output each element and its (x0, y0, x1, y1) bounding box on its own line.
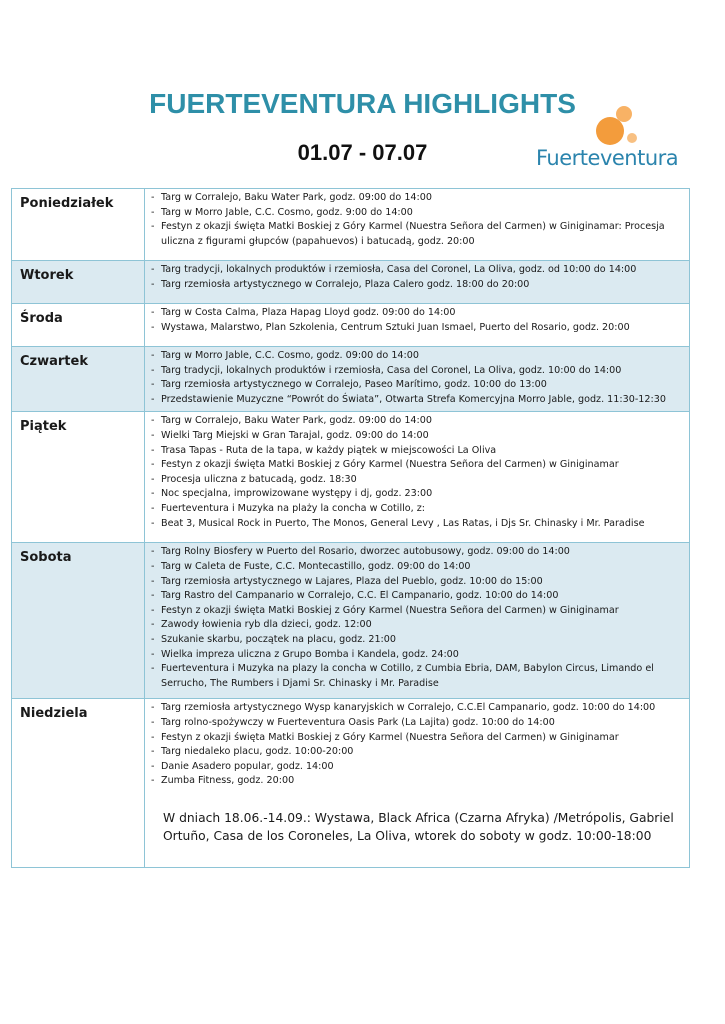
day-label: Wtorek (12, 261, 145, 304)
event-item: - Targ w Caleta de Fuste, C.C. Montecastillo, godz. 09:00 do 14:00 (151, 560, 683, 575)
event-item: - Targ Rastro del Campanario w Corralejo, C.C. El Campanario, godz. 10:00 do 14:00 (151, 589, 683, 604)
event-item: - Wielka impreza uliczna z Grupo Bomba i Kandela, godz. 24:00 (151, 648, 683, 663)
event-item: - Targ tradycji, lokalnych produktów i rzemiosła, Casa del Coronel, La Oliva, godz. od 10:00 do 14:00 (151, 263, 683, 278)
event-item: - Targ w Morro Jable, C.C. Cosmo, godz. 9:00 do 14:00 (151, 206, 683, 221)
table-row (12, 347, 690, 412)
event-item: - Zumba Fitness, godz. 20:00 (151, 774, 683, 789)
day-label: Niedziela (12, 699, 145, 868)
event-item: - Targ tradycji, lokalnych produktów i rzemiosła, Casa del Coronel, La Oliva, godz. 10:00 do 14:00 (151, 364, 683, 379)
event-item: - Targ niedaleko placu, godz. 10:00-20:00 (151, 745, 683, 760)
event-item: - Fuerteventura i Muzyka na plaży la concha w Cotillo, z: (151, 502, 683, 517)
schedule-table (11, 188, 690, 868)
event-item: - Przedstawienie Muzyczne “Powrót do Świata”, Otwarta Strefa Komercyjna Morro Jable, godz. 11:30-12:30 (151, 393, 683, 408)
fuerteventura-logo (536, 104, 688, 174)
event-item: - Szukanie skarbu, początek na placu, godz. 21:00 (151, 633, 683, 648)
event-item: - Wielki Targ Miejski w Gran Tarajal, godz. 09:00 do 14:00 (151, 429, 683, 444)
events-cell (145, 347, 690, 412)
table-row (12, 304, 690, 347)
table-row (12, 543, 690, 699)
event-item: - Targ rzemiosła artystycznego w Corralejo, Plaza Calero godz. 18:00 do 20:00 (151, 278, 683, 293)
event-item: - Festyn z okazji święta Matki Boskiej z Góry Karmel (Nuestra Señora del Carmen) w Giniginamar (151, 458, 683, 473)
event-item: - Targ Rolny Biosfery w Puerto del Rosario, dworzec autobusowy, godz. 09:00 do 14:00 (151, 545, 683, 560)
table-row (12, 261, 690, 304)
event-item: - Festyn z okazji święta Matki Boskiej z Góry Karmel (Nuestra Señora del Carmen) w Giniginamar (151, 731, 683, 746)
event-item: - Danie Asadero popular, godz. 14:00 (151, 760, 683, 775)
event-item: - Trasa Tapas - Ruta de la tapa, w każdy piątek w miejscowości La Oliva (151, 444, 683, 459)
event-item: - Festyn z okazji święta Matki Boskiej z Góry Karmel (Nuestra Señora del Carmen) w Giniginamar: Procesja uliczna z figurami głupców (papahuevos) i batucadą, godz. 20:00 (151, 220, 683, 249)
page-title: FUERTEVENTURA HIGHLIGHTS (149, 88, 576, 119)
events-cell (145, 304, 690, 347)
event-item: - Targ w Costa Calma, Plaza Hapag Lloyd godz. 09:00 do 14:00 (151, 306, 683, 321)
table-row (12, 699, 690, 868)
day-label: Piątek (12, 412, 145, 543)
events-cell (145, 699, 690, 868)
event-item: - Targ w Corralejo, Baku Water Park, godz. 09:00 do 14:00 (151, 414, 683, 429)
day-label: Poniedziałek (12, 189, 145, 261)
day-label: Sobota (12, 543, 145, 699)
event-item: - Beat 3, Musical Rock in Puerto, The Monos, General Levy , Las Ratas, i Djs Sr. Chinasky i Mr. Paradise (151, 517, 683, 532)
day-label: Środa (12, 304, 145, 347)
logo-text: Fuerteventura (536, 146, 679, 170)
event-item: - Targ w Corralejo, Baku Water Park, godz. 09:00 do 14:00 (151, 191, 683, 206)
events-cell (145, 412, 690, 543)
event-item: - Festyn z okazji święta Matki Boskiej z Góry Karmel (Nuestra Señora del Carmen) w Giniginamar (151, 604, 683, 619)
event-item: - Noc specjalna, improwizowane występy i dj, godz. 23:00 (151, 487, 683, 502)
event-item: - Targ rzemiosła artystycznego w Lajares, Plaza del Pueblo, godz. 10:00 do 15:00 (151, 575, 683, 590)
table-row (12, 189, 690, 261)
event-item: - Targ rolno-spożywczy w Fuerteventura Oasis Park (La Lajita) godz. 10:00 do 14:00 (151, 716, 683, 731)
day-label: Czwartek (12, 347, 145, 412)
table-row (12, 412, 690, 543)
event-item: - Wystawa, Malarstwo, Plan Szkolenia, Centrum Sztuki Juan Ismael, Puerto del Rosario, godz. 20:00 (151, 321, 683, 336)
event-item: - Targ w Morro Jable, C.C. Cosmo, godz. 09:00 do 14:00 (151, 349, 683, 364)
sun-logo-icon (536, 104, 688, 150)
event-item: - Fuerteventura i Muzyka na plazy la concha w Cotillo, z Cumbia Ebria, DAM, Babylon Circus, Limando el Serrucho, The Rumbers i Djami Sr. Chinasky i Mr. Paradise (151, 662, 683, 691)
events-cell (145, 189, 690, 261)
event-item: - Targ rzemiosła artystycznego Wysp kanaryjskich w Corralejo, C.C.El Campanario, godz. 10:00 do 14:00 (151, 701, 683, 716)
event-item: - Zawody łowienia ryb dla dzieci, godz. 12:00 (151, 618, 683, 633)
events-cell (145, 543, 690, 699)
event-item: - Targ rzemiosła artystycznego w Corralejo, Paseo Marítimo, godz. 10:00 do 13:00 (151, 378, 683, 393)
exhibition-note: W dniach 18.06.-14.09.: Wystawa, Black Africa (Czarna Afryka) /Metrópolis, Gabriel Ortuño, Casa de los Coroneles, La Oliva, wtorek do soboty w godz. 10:00-18:00 (163, 810, 674, 843)
events-cell (145, 261, 690, 304)
event-item: - Procesja uliczna z batucadą, godz. 18:30 (151, 473, 683, 488)
date-range: 01.07 - 07.07 (297, 140, 428, 165)
